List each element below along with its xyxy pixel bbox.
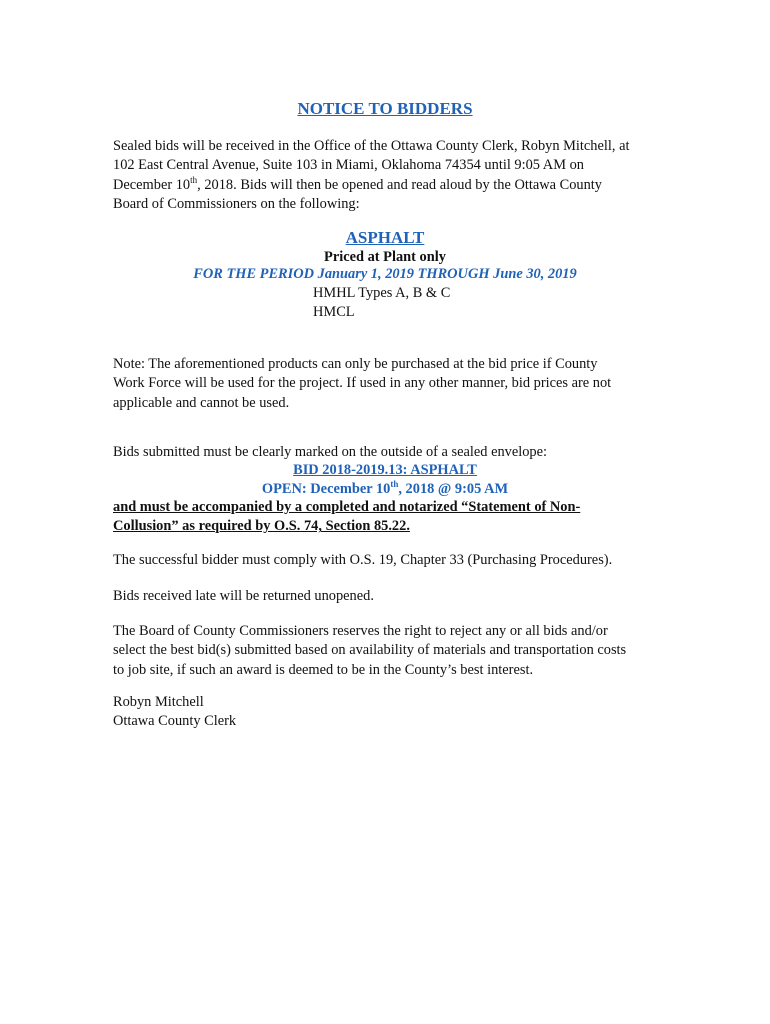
open-date-suffix: th <box>390 479 399 490</box>
bid-number: BID 2018-2019.13: ASPHALT <box>293 462 477 478</box>
intro-date-month: December 10 <box>113 176 191 193</box>
reserve-line-2: select the best bid(s) submitted based on availability of materials and transportation costs <box>113 642 627 659</box>
intro-line-3 <box>113 176 673 195</box>
bid-opening-date <box>0 481 770 498</box>
note-line-1: Note: The aforementioned products can only be purchased at the bid price if County <box>113 356 598 372</box>
non-collusion-line-1: and must be accompanied by a completed and notarized “Statement of Non- <box>113 499 581 515</box>
open-date-rest: , 2018 @ 9:05 AM <box>398 481 509 497</box>
contract-period: FOR THE PERIOD January 1, 2019 THROUGH June 30, 2019 <box>193 266 577 282</box>
compliance-statement: The successful bidder must comply with O.S. 19, Chapter 33 (Purchasing Procedures). <box>113 552 613 568</box>
late-bids-statement: Bids received late will be returned unopened. <box>113 588 374 604</box>
product-item-2: HMCL <box>313 304 355 320</box>
non-collusion-requirement <box>113 498 673 537</box>
signature-block <box>113 693 673 732</box>
open-date-prefix: OPEN: December 10 <box>261 481 391 497</box>
note-paragraph <box>113 355 673 413</box>
reserve-line-1: The Board of County Commissioners reserves the right to reject any or all bids and/or <box>113 623 608 639</box>
product-item-1: HMHL Types A, B & C <box>313 285 451 301</box>
signatory-position: Ottawa County Clerk <box>113 713 237 730</box>
note-line-3: applicable and cannot be used. <box>113 394 290 411</box>
intro-line-3-rest: , 2018. Bids will then be opened and read aloud by the Ottawa County <box>197 176 602 193</box>
reserve-line-3: to job site, if such an award is deemed to be in the County’s best interest. <box>113 661 534 678</box>
signatory-name: Robyn Mitchell <box>113 694 204 710</box>
reservation-paragraph <box>113 622 673 680</box>
intro-line-2: 102 East Central Avenue, Suite 103 in Miami, Oklahoma 74354 until 9:05 AM on <box>113 157 584 174</box>
intro-date-suffix: th <box>190 175 198 186</box>
submission-instruction: Bids submitted must be clearly marked on the outside of a sealed envelope: <box>113 444 548 460</box>
note-line-2: Work Force will be used for the project. If used in any other manner, bid prices are not <box>113 375 612 392</box>
product-heading: ASPHALT <box>345 228 425 247</box>
non-collusion-line-2: Collusion” as required by O.S. 74, Section 85.22. <box>113 518 410 535</box>
intro-line-4: Board of Commissioners on the following: <box>113 196 360 213</box>
page-title: NOTICE TO BIDDERS <box>297 99 473 118</box>
intro-line-1: Sealed bids will be received in the Office of the Ottawa County Clerk, Robyn Mitchell, at <box>113 138 630 154</box>
intro-paragraph <box>113 137 673 215</box>
pricing-note: Priced at Plant only <box>324 249 446 265</box>
